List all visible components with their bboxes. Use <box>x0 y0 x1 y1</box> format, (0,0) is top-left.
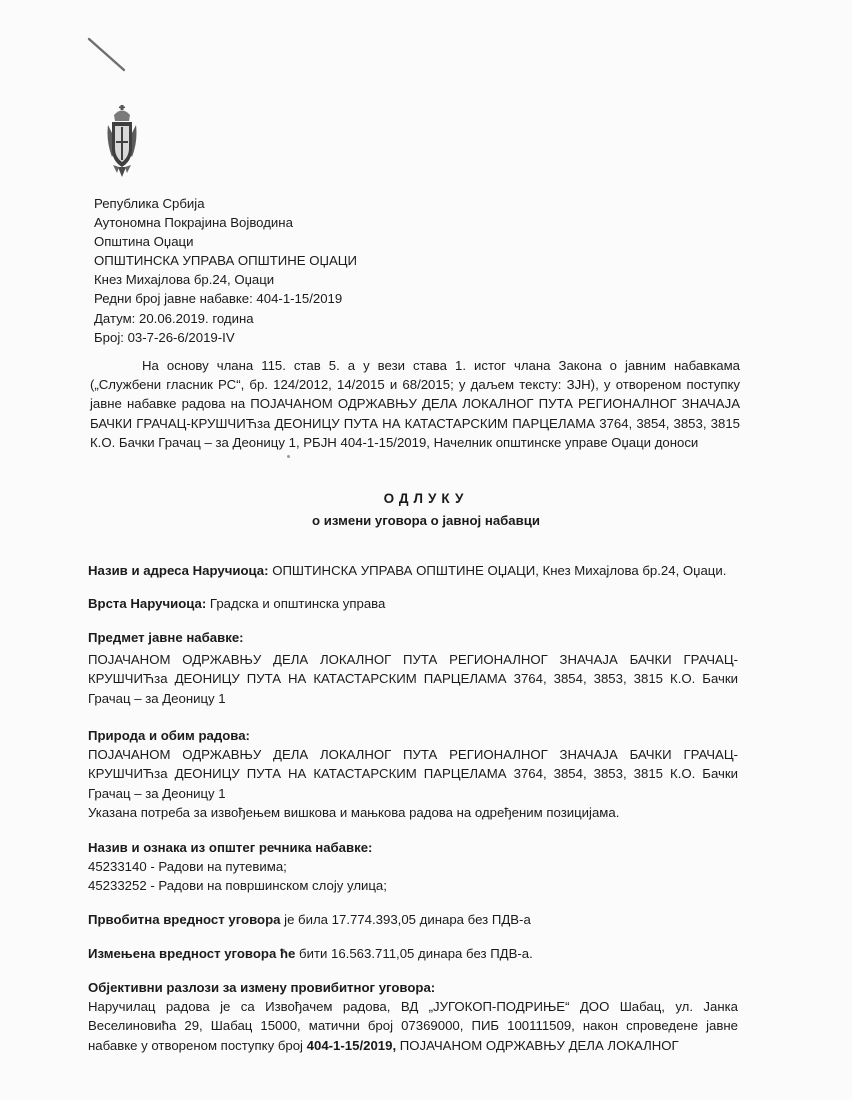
decision-title: ОДЛУКУ <box>383 491 469 506</box>
header-address: Кнез Михајлова бр.24, Оџаци <box>94 272 275 288</box>
subject-text: ПОЈАЧАНОМ ОДРЖАВЊУ ДЕЛА ЛОКАЛНОГ ПУТА РЕГИОНАЛНОГ ЗНАЧАЈА БАЧКИ ГРАЧАЦ-КРУШЧИЋза ДЕОНИЦУ ПУТА НА КАТАСТАРСКИМ ПАРЦЕЛАМА 3764, 3854, 3853, 3815 К.О. Бачки Грачац – за Деоницу 1 <box>88 652 738 706</box>
coat-of-arms-icon <box>104 105 140 179</box>
vocabulary-item: 45233252 - Радови на површинском слоју улица; <box>88 878 387 894</box>
header-municipality: Општина Оџаци <box>94 234 194 250</box>
subject-label: Предмет јавне набавке: <box>88 630 244 645</box>
reasons-label: Објективни разлози за измену провибитног уговора: <box>88 980 436 995</box>
reasons-text-part2: ПОЈАЧАНОМ ОДРЖАВЊУ ДЕЛА ЛОКАЛНОГ <box>396 1037 679 1053</box>
section-reasons <box>88 978 738 1055</box>
nature-note: Указана потреба за извођењем вишкова и мањкова радова на одређеним позицијама. <box>88 804 620 820</box>
header-administration: ОПШТИНСКА УПРАВА ОПШТИНЕ ОЏАЦИ <box>94 253 358 269</box>
header-province: Аутономна Покрајина Војводина <box>94 215 293 231</box>
section-changed-value <box>88 944 738 963</box>
header-date: Датум: 20.06.2019. година <box>94 310 254 326</box>
changed-value-text: бити 16.563.711,05 динара без ПДВ-а. <box>295 946 533 961</box>
reasons-text-part1: Наручилац радова је са Извођачем радова, ВД „ЈУГОКОП-ПОДРИЊЕ“ ДОО Шабац, ул. Јанка Веселиновића 29, Шабац 15000, матични број 07369000, ПИБ 100111509, након спроведене јавне набавке у отвореном поступку број <box>88 999 738 1053</box>
nature-label: Природа и обим радова: <box>88 728 250 743</box>
authority-header <box>94 194 357 347</box>
contractor-type-label: Врста Наручиоца: <box>88 596 207 611</box>
section-nature-of-works <box>88 726 738 822</box>
changed-value-label: Измењена вредност уговора ће <box>88 946 296 961</box>
contractor-label: Назив и адреса Наручиоца: <box>88 563 269 578</box>
reasons-procurement-number: 404-1-15/2019, <box>306 1037 397 1053</box>
contractor-value: ОПШТИНСКА УПРАВА ОПШТИНЕ ОЏАЦИ, Кнез Михајлова бр.24, Оџаци. <box>268 563 727 578</box>
section-subject <box>88 628 738 708</box>
intro-text: На основу члана 115. став 5. а у вези става 1. истог члана Закона о јавним набавкама („Службени гласник РС“, бр. 124/2012, 14/2015 и 68/2015; у даљем тексту: ЗЈН), у отвореном поступку јавне набавке радова на ПОЈАЧАНОМ ОДРЖАВЊУ ДЕЛА ЛОКАЛНОГ ПУТА РЕГИОНАЛНОГ ЗНАЧАЈА БАЧКИ ГРАЧАЦ-КРУШЧИЋза ДЕОНИЦУ ПУТА НА КАТАСТАРСКИМ ПАРЦЕЛАМА 3764, 3854, 3853, 3815 К.О. Бачки Грачац – за Деоницу 1, РБЈН 404-1-15/2019, Начелник општинске управе Оџаци доноси <box>90 358 740 450</box>
section-original-value <box>88 910 738 929</box>
header-procurement-number: Редни број јавне набавке: 404-1-15/2019 <box>94 291 343 307</box>
vocabulary-label: Назив и ознака из општег речника набавке: <box>88 840 373 855</box>
decision-subtitle: о измени уговора о јавној набавци <box>312 513 540 528</box>
section-vocabulary <box>88 838 738 896</box>
intro-paragraph <box>90 356 740 452</box>
contractor-type-value: Градска и општинска управа <box>206 596 386 611</box>
reasons-text <box>88 997 738 1055</box>
header-reference-number: Број: 03-7-26-6/2019-IV <box>94 329 235 345</box>
nature-text: ПОЈАЧАНОМ ОДРЖАВЊУ ДЕЛА ЛОКАЛНОГ ПУТА РЕГИОНАЛНОГ ЗНАЧАЈА БАЧКИ ГРАЧАЦ-КРУШЧИЋза ДЕОНИЦУ ПУТА НА КАТАСТАРСКИМ ПАРЦЕЛАМА 3764, 3854, 3853, 3815 К.О. Бачки Грачац – за Деоницу 1 <box>88 747 738 801</box>
pen-stroke-mark <box>86 36 130 76</box>
original-value-text: је била 17.774.393,05 динара без ПДВ-а <box>280 912 531 927</box>
scan-speck <box>287 455 290 458</box>
section-contractor-type <box>88 594 738 613</box>
header-country: Република Србија <box>94 196 205 211</box>
section-contractor <box>88 561 738 580</box>
original-value-label: Првобитна вредност уговора <box>88 912 281 927</box>
vocabulary-item: 45233140 - Радови на путевима; <box>88 859 287 875</box>
